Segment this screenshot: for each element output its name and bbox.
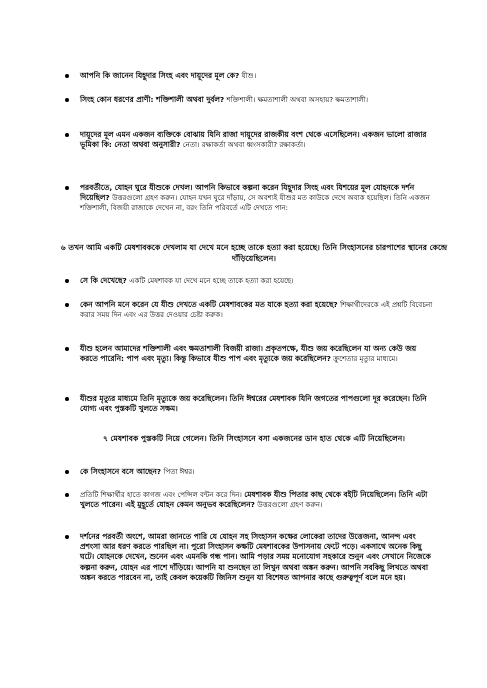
list-item	[80, 130, 436, 150]
bullet-icon	[65, 347, 69, 351]
bullet-icon	[65, 397, 69, 401]
list-item	[80, 300, 436, 320]
bullet-icon	[65, 133, 69, 137]
question-text: কেন আপনি মনে করেন যে যীশু দেখতে একটি মেষশাবকের মত যাকে হত্যা করা হয়েছে?	[80, 300, 338, 309]
question-text: মেষশাবক যীশু পিতার কাছ থেকে বইটি নিয়েছিলেন। তিনি এটা খুলতে পারেন। এই মুহূর্তে যোহন কেমন অনুভব করেছিলেন?	[80, 490, 428, 510]
answer-text: শক্তিশালী। ক্ষমতাশালী অথবা অসহায়? ক্ষমতাশালী।	[226, 96, 368, 104]
answer-text: নেতা। রক্ষাকর্তা অথবা ধ্বংসকারী? রক্ষাকর্তা।	[182, 141, 306, 150]
list-item	[80, 394, 436, 414]
list-item	[80, 532, 436, 583]
question-text: দায়ূদের মূল এমন একজন ব্যক্তিকে বোঝায় যিনি রাজা দায়ূদের রাজকীয় বংশ থেকে এসেছিলেন। একজন ভালো রাজার ভূমিকা কি: নেতা অথবা অনুসারী?	[80, 130, 427, 150]
question-text: আপনি কি জানেন যিহূদার সিংহ এবং দায়ূদের মূল কে?	[80, 71, 240, 80]
answer-text: উত্তরগুলো গ্রহণ করুন। যোহন যখন ঘুরে দাঁড়ায়, সে অবশ্যই যীশুর মত কাউকে দেখে অবাক হয়েছিল। তিনি একজন শক্তিশালী, বিজয়ী রাজাকে দেখেন না, বরং তিনি পরিবর্তে এটি দেখতে পান:	[80, 194, 430, 213]
list-item	[80, 467, 436, 477]
answer-text: শিক্ষার্থীদেরকে এই প্রশ্নটি বিবেচনা করার সময় দিন এবং এর উত্তর দেওয়ার চেষ্টা করুক।	[80, 301, 433, 320]
bullet-icon	[65, 279, 69, 283]
bullet-icon	[65, 303, 69, 307]
scripture-heading: ৭ মেষশাবক পুস্তকটি নিয়ে গেলেন। তিনি সিংহাসনে বসা একজনের ডান হাত থেকে এটি নিয়েছিলেন।	[102, 434, 406, 443]
question-text: সিংহ কোন ধরণের প্রাণী: শক্তিশালী অথবা দুর্বল?	[80, 95, 225, 104]
bullet-icon	[65, 493, 69, 497]
question-text: কে সিংহাসনে বসে আছেন?	[80, 467, 162, 476]
list-item	[80, 71, 436, 81]
question-text: দর্শনের পরবর্তী অংশে, আমরা জানতে পারি যে যোহন সহ সিংহাসন কক্ষের লোকেরা তাদের উত্তেজনা, আনন্দ এবং প্রশংসা আর ধরণ করতে পারছিল না। পুরো সিংহাসন কক্ষটি মেষশাবকের উপাসনায় ফেটে পড়ে। একসাথে অনেক কিছু ঘটে। যোহনকে দেখেন, শুনেন এবং এমনকি গন্ধ পান। আমি পড়ার সময় মনোযোগ সহকারে শুনুন এবং সেখানে নিজেকে কল্পনা করুন, যোহন এর পাশে দাঁড়িয়ে। আপনি যা শুনছেন তা লিখুন অথবা অঙ্কন করুন। আপনি সবকিছু লিখতে অথবা অঙ্কন করতে পারবেন না, তাই কেবল কয়েকটি জিনিস শুনুন যা বিশেষত আপনার কাছে গুরুত্বপূর্ণ বলে মনে হয়।	[80, 532, 431, 582]
answer-text: ক্রুশেতার মৃত্যুর মাধ্যমে।	[333, 355, 398, 364]
list-item	[80, 95, 436, 105]
instruction-text: প্রতিটি শিক্ষার্থীর হাতে কাগজ এবং পেন্সিল বন্টন করে দিন।	[80, 491, 242, 499]
list-item	[80, 490, 436, 510]
answer-text: পিতা ঈশ্বর।	[163, 468, 195, 476]
bullet-icon	[65, 470, 69, 474]
bullet-icon	[65, 535, 69, 539]
answer-text: যীশু।	[241, 72, 257, 80]
scripture-heading: ৬ তখন আমি একটি মেষশাবককে দেখলাম যা দেখে মনে হচ্ছে তাকে হত্যা করা হয়েছে। তিনি সিংহাসনের চারপাশের স্থানের কেন্দ্রে দাঁড়িয়েছিলেন।	[60, 243, 448, 263]
list-item	[80, 276, 436, 286]
question-text: পরবর্তীতে, যোহন ঘুরে যীশুকে দেখল। আপনি কিভাবে কল্পনা করেন যিহূদার সিংহ এবং যিশয়ের মূল যোহনকে দর্শন দিয়েছিল?	[80, 183, 415, 203]
question-text: যীশু হলেন আমাদের শক্তিশালী এবং ক্ষমতাশালী বিজয়ী রাজা। প্রকৃতপক্ষে, যীশু জয় করেছিলেন যা অন্য কেউ জয় করতে পারেনি: পাপ এবং মৃত্যু। কিন্তু কিভাবে যীশু পাপ এবং মৃত্যুকে জয় করেছিলেন?	[80, 344, 417, 364]
list-item	[80, 183, 436, 214]
bullet-icon	[65, 74, 69, 78]
list-item	[80, 344, 436, 364]
answer-text: একটি মেষশাবক যা দেখে মনে হচ্ছে তাকে হত্যা করা হয়েছে।	[129, 277, 294, 285]
bullet-icon	[65, 98, 69, 102]
bullet-icon	[65, 186, 69, 190]
question-text: সে কি দেখেছে?	[80, 276, 127, 285]
question-text: যীশুর মৃত্যুর মাধ্যমে তিনি মৃত্যুকে জয় করেছিলেন। তিনি ঈশ্বরের মেষশাবক যিনি জগতের পাপগুলো দূর করেছেন। তিনি যোগ্য এবং পুস্তকটি খুলতে সক্ষম।	[80, 394, 427, 414]
answer-text: উত্তরগুলো গ্রহণ করুন।	[257, 501, 323, 510]
